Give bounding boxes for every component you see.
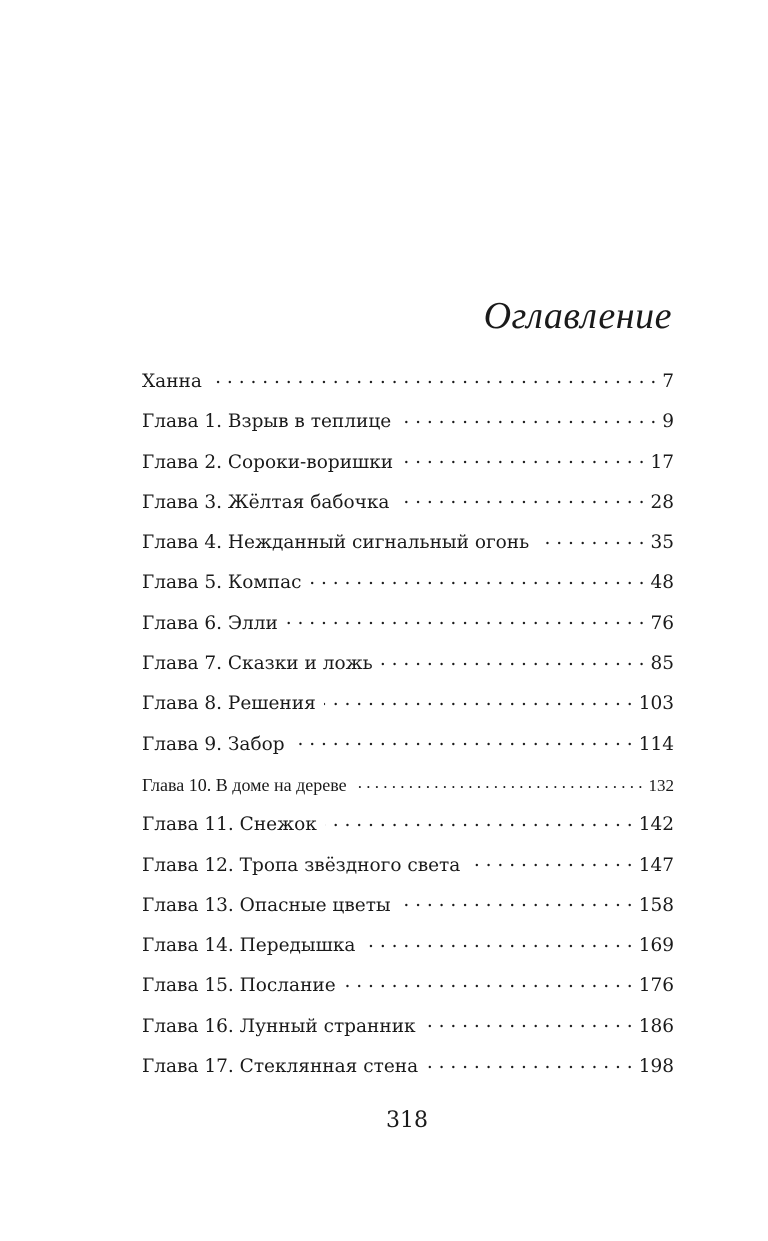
toc-entry-title: Глава 16. Лунный странник [142,1015,416,1037]
toc-entry-title: Глава 5. Компас [142,572,302,594]
toc-entry [142,483,674,523]
toc-entry-title: Глава 4. Нежданный сигнальный огонь [142,532,530,554]
dot-leader [355,774,643,791]
toc-entry-page: 85 [650,653,674,675]
toc-entry [142,805,674,845]
toc-entry [142,926,674,966]
dot-leader [325,812,633,831]
toc-entry-page: 35 [650,532,674,554]
toc-entry [142,563,674,603]
table-of-contents [142,362,674,1087]
toc-entry-page: 158 [638,894,674,916]
toc-entry-title: Глава 7. Сказки и ложь [142,653,373,675]
dot-leader [286,610,645,629]
dot-leader [537,530,644,549]
toc-entry-page: 9 [662,411,674,433]
toc-entry-title: Глава 9. Забор [142,733,285,755]
dot-leader [468,852,632,871]
toc-entry-page: 169 [638,935,674,957]
dot-leader [401,449,644,468]
toc-entry-title: Глава 11. Снежок [142,814,317,836]
toc-entry-page: 114 [638,733,674,755]
dot-leader [381,651,645,670]
toc-entry-title: Глава 10. В доме на дереве [142,774,347,795]
toc-entry-title: Глава 14. Передышка [142,935,356,957]
dot-leader [399,892,633,911]
dot-leader [309,570,644,589]
toc-entry [142,725,674,765]
page-number: 318 [386,1108,428,1133]
toc-entry [142,644,674,684]
toc-entry-page: 132 [648,775,674,795]
toc-entry-title: Глава 12. Тропа звёздного света [142,854,461,876]
toc-entry [142,1007,674,1047]
toc-entry-page: 198 [638,1056,674,1078]
toc-entry [142,886,674,926]
dot-leader [397,489,644,508]
toc-entry-title: Глава 2. Сороки-воришки [142,451,394,473]
toc-entry [142,846,674,886]
toc-entry-page: 7 [662,371,674,392]
dot-leader [293,731,633,750]
toc-entry-page: 147 [638,854,674,876]
dot-leader [324,691,633,710]
toc-entry-title: Глава 3. Жёлтая бабочка [142,491,390,513]
dot-leader [399,409,656,428]
toc-entry [142,966,674,1006]
toc-entry [142,684,674,724]
toc-entry-page: 142 [638,814,674,836]
toc-entry [142,523,674,563]
dot-leader [363,933,632,952]
toc-entry-page: 103 [638,693,674,715]
toc-entry [142,362,674,402]
toc-entry [142,443,674,483]
toc-entry-page: 76 [650,612,674,634]
toc-entry-title: Глава 1. Взрыв в теплице [142,411,392,433]
toc-entry [142,765,674,805]
toc-entry-title: Ханна [142,371,202,392]
toc-entry-title: Глава 13. Опасные цветы [142,894,391,916]
toc-entry-page: 48 [650,572,674,594]
toc-entry-title: Глава 8. Решения [142,693,316,715]
dot-leader [344,973,633,992]
toc-entry-page: 176 [638,975,674,997]
toc-entry [142,402,674,442]
dot-leader [210,369,656,388]
toc-entry-title: Глава 6. Элли [142,612,278,634]
toc-entry-page: 186 [638,1015,674,1037]
toc-entry-title: Глава 17. Стеклянная стена [142,1056,419,1078]
toc-entry-title: Глава 15. Послание [142,975,336,997]
dot-leader [424,1013,633,1032]
toc-entry [142,604,674,644]
toc-entry-page: 28 [650,491,674,513]
toc-title: Оглавление [483,295,672,337]
toc-entry-page: 17 [650,451,674,473]
dot-leader [426,1054,633,1073]
toc-entry [142,1047,674,1087]
